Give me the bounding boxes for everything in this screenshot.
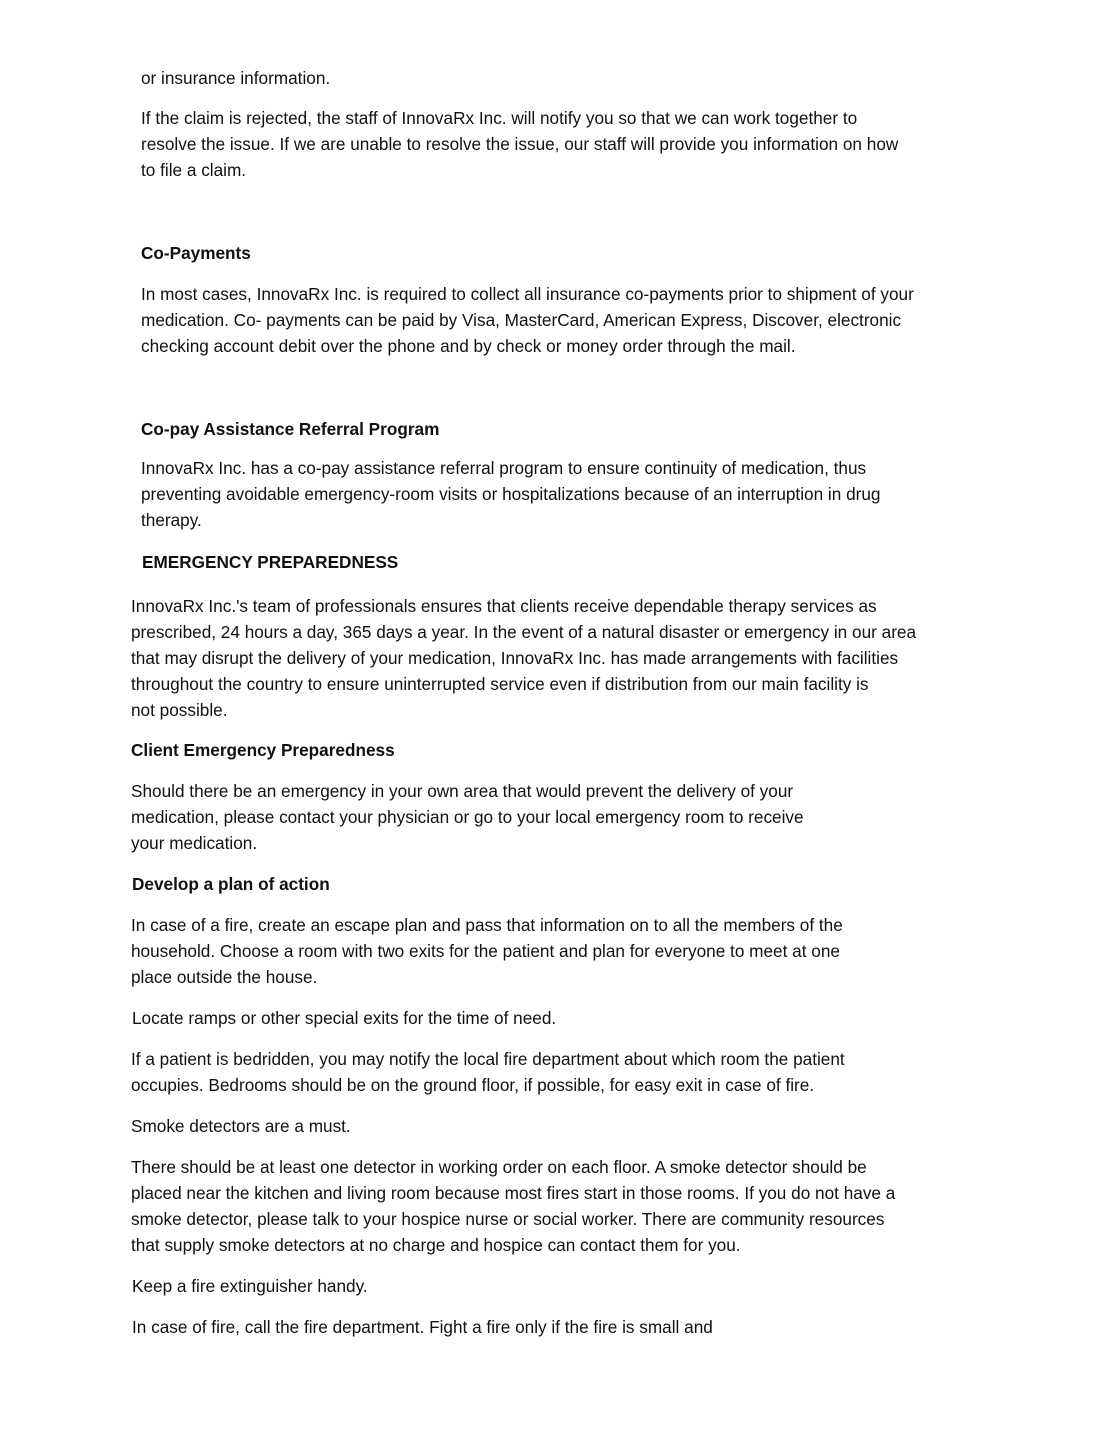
paragraph-client-emergency: Should there be an emergency in your own area that would prevent the delivery of your medication, please contact your physician or go to your local emergency room to receive your medication.	[131, 781, 804, 853]
paragraph-call-fire-department: In case of fire, call the fire department. Fight a fire only if the fire is small and	[132, 1317, 713, 1337]
paragraph-insurance-info-end: or insurance information.	[141, 68, 331, 88]
heading-emergency-preparedness: EMERGENCY PREPAREDNESS	[142, 552, 399, 572]
paragraph-co-payments: In most cases, InnovaRx Inc. is required to collect all insurance co-payments prior to shipment of your medication. Co- payments can be paid by Visa, MasterCard, American Express, Discover, electronic checking account debit over the phone and by check or money order through the mail.	[141, 284, 914, 356]
paragraph-fire-extinguisher: Keep a fire extinguisher handy.	[132, 1276, 368, 1296]
paragraph-detector-each-floor: There should be at least one detector in working order on each floor. A smoke detector should be placed near the kitchen and living room because most fires start in those rooms. If you do not have a smoke detector, please talk to your hospice nurse or social worker. There are community resources that supply smoke detectors at no charge and hospice can contact them for you.	[131, 1157, 896, 1255]
paragraph-copay-assistance: InnovaRx Inc. has a co-pay assistance referral program to ensure continuity of medication, thus preventing avoidable emergency-room visits or hospitalizations because of an interruption in drug therapy.	[141, 458, 881, 530]
paragraph-smoke-detectors: Smoke detectors are a must.	[131, 1116, 351, 1136]
heading-client-emergency-preparedness: Client Emergency Preparedness	[131, 740, 395, 760]
paragraph-bedridden: If a patient is bedridden, you may notify the local fire department about which room the patient occupies. Bedrooms should be on the ground floor, if possible, for easy exit in case of fire.	[131, 1049, 845, 1095]
paragraph-emergency-preparedness: InnovaRx Inc.'s team of professionals ensures that clients receive dependable therapy services as prescribed, 24 hours a day, 365 days a year. In the event of a natural disaster or emergency in our area that may disrupt the delivery of your medication, InnovaRx Inc. has made arrangements with facilities throughout the country to ensure uninterrupted service even if distribution from our main facility is not possible.	[131, 596, 917, 720]
heading-develop-plan-of-action: Develop a plan of action	[132, 874, 330, 894]
paragraph-ramps: Locate ramps or other special exits for the time of need.	[132, 1008, 557, 1028]
heading-co-payments: Co-Payments	[141, 243, 251, 263]
heading-copay-assistance-referral-program: Co-pay Assistance Referral Program	[141, 419, 440, 439]
paragraph-claim-rejected: If the claim is rejected, the staff of InnovaRx Inc. will notify you so that we can work together to resolve the issue. If we are unable to resolve the issue, our staff will provide you information on how to file a claim.	[141, 108, 899, 180]
paragraph-escape-plan: In case of a fire, create an escape plan and pass that information on to all the members of the household. Choose a room with two exits for the patient and plan for everyone to meet at one place outside the house.	[131, 915, 843, 987]
